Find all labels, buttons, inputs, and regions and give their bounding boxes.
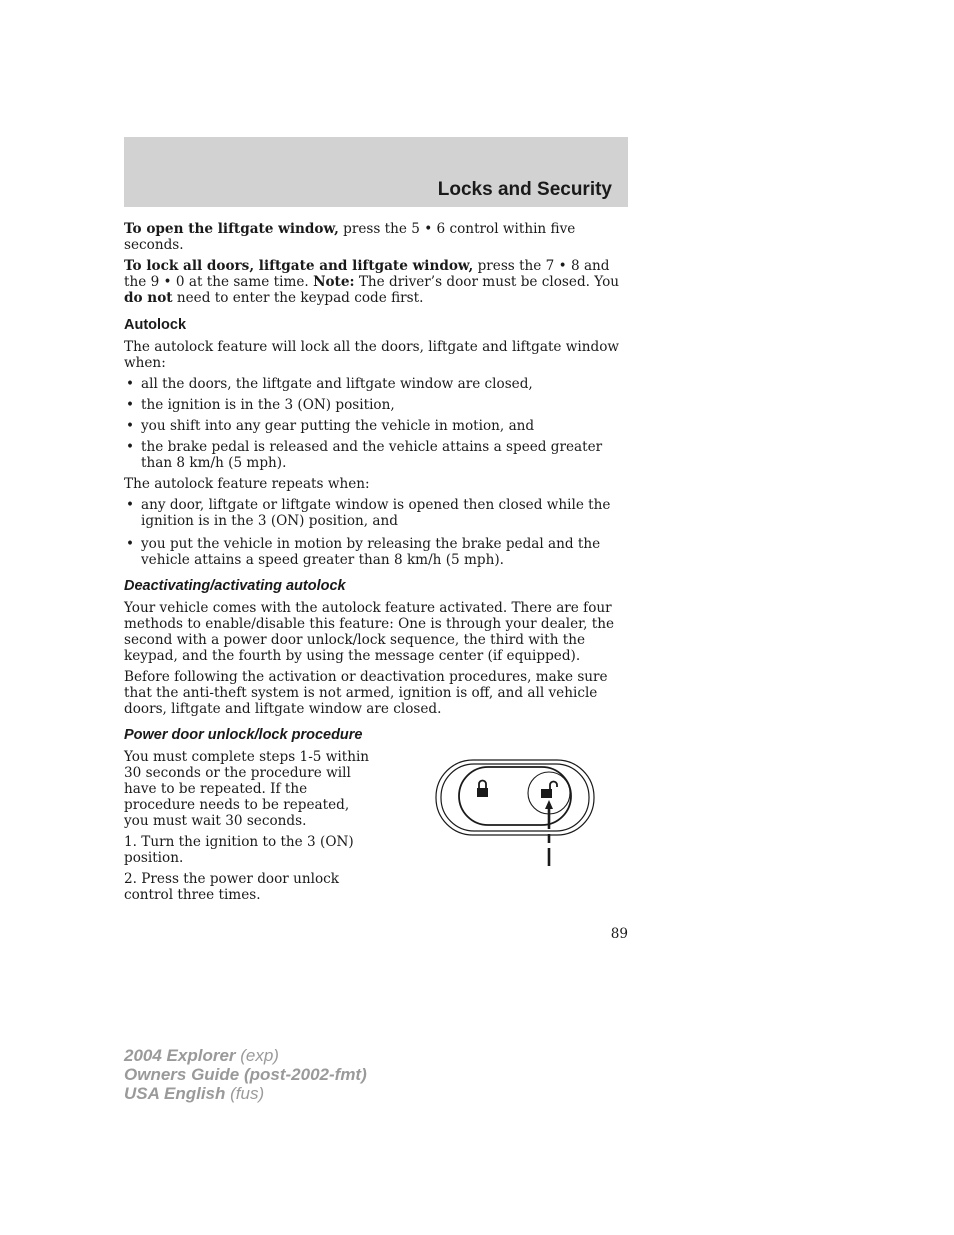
list-item [124, 497, 624, 529]
document-footer [124, 1046, 367, 1103]
list-item-text: all the doors, the liftgate and liftgate window are closed, [141, 376, 533, 392]
autolock-heading: Autolock [124, 317, 187, 333]
lock-all-paragraph [124, 258, 624, 306]
list-item [124, 376, 624, 392]
deactivating-paragraph-1: Your vehicle comes with the autolock feature activated. There are four methods to enable/disable this feature: One is through your dealer, the second with a power door unlock/lock sequence, the third with the keypad, and the fourth by using the message center (if equipped). [124, 600, 615, 664]
footer-guide: Owners Guide (post-2002-fmt) [124, 1065, 367, 1084]
list-item-text: the brake pedal is released and the vehicle attains a speed greater than 8 km/h (5 mph). [141, 439, 603, 471]
bullet: • [126, 397, 135, 413]
autolock-repeat-intro: The autolock feature repeats when: [124, 476, 370, 492]
lock-open-icon [541, 782, 557, 799]
list-item-text: the ignition is in the 3 (ON) position, [141, 397, 395, 413]
footer-line-3 [124, 1084, 367, 1103]
lock-closed-icon [477, 781, 488, 798]
list-item-text: any door, liftgate or liftgate window is opened then closed while the ignition is in the 3 (ON) position, and [141, 497, 611, 529]
lock-all-text-3: need to enter the keypad code first. [172, 290, 424, 306]
autolock-conditions-list [124, 376, 624, 471]
page-title: Locks and Security [437, 179, 612, 200]
liftgate-open-lead: To open the liftgate window, [124, 221, 339, 237]
autolock-repeat-list [124, 497, 624, 568]
bullet: • [126, 497, 135, 513]
list-item-text: you put the vehicle in motion by releasing the brake pedal and the vehicle attains a speed greater than 8 km/h (5 mph). [141, 536, 601, 568]
page-number: 89 [610, 926, 628, 942]
procedure-intro: You must complete steps 1-5 within 30 seconds or the procedure will have to be repeated. If the procedure needs to be repeated, you must wait 30 seconds. [124, 749, 370, 829]
lock-all-do-not: do not [124, 290, 173, 306]
deactivating-heading: Deactivating/activating autolock [124, 578, 346, 594]
procedure-step-2: 2. Press the power door unlock control three times. [124, 871, 340, 903]
list-item [124, 536, 624, 568]
footer-model: 2004 Explorer [124, 1046, 236, 1065]
bullet: • [126, 536, 135, 552]
header-band [124, 137, 628, 207]
footer-line-1 [124, 1046, 367, 1065]
liftgate-open-text: press the 5 • 6 control within five seconds. [124, 221, 576, 253]
deactivating-paragraph-2: Before following the activation or deactivation procedures, make sure that the anti-theft system is not armed, ignition is off, and all vehicle doors, liftgate and liftgate window are closed. [124, 669, 608, 717]
door-lock-switch-illustration [434, 757, 598, 873]
procedure-step-1: 1. Turn the ignition to the 3 (ON) position. [124, 834, 354, 866]
footer-line-2 [124, 1065, 367, 1084]
list-item [124, 439, 624, 471]
lock-all-text-2: The driver’s door must be closed. You [354, 274, 620, 290]
liftgate-open-paragraph [124, 221, 624, 253]
lock-all-text-1: press the 7 • 8 and the 9 • 0 at the same time. [124, 258, 610, 290]
bullet: • [126, 439, 135, 455]
bullet: • [126, 418, 135, 434]
list-item [124, 397, 624, 413]
lock-all-note-label: Note: [313, 274, 355, 290]
procedure-heading: Power door unlock/lock procedure [124, 727, 363, 743]
footer-language-code: (fus) [225, 1084, 265, 1103]
list-item [124, 418, 624, 434]
autolock-intro: The autolock feature will lock all the doors, liftgate and liftgate window when: [124, 339, 620, 371]
arrow-up-icon [545, 800, 553, 866]
list-item-text: you shift into any gear putting the vehicle in motion, and [141, 418, 535, 434]
lock-all-lead: To lock all doors, liftgate and liftgate window, [124, 258, 474, 274]
footer-language: USA English [124, 1084, 226, 1103]
footer-model-code: (exp) [235, 1046, 279, 1065]
bullet: • [126, 376, 135, 392]
